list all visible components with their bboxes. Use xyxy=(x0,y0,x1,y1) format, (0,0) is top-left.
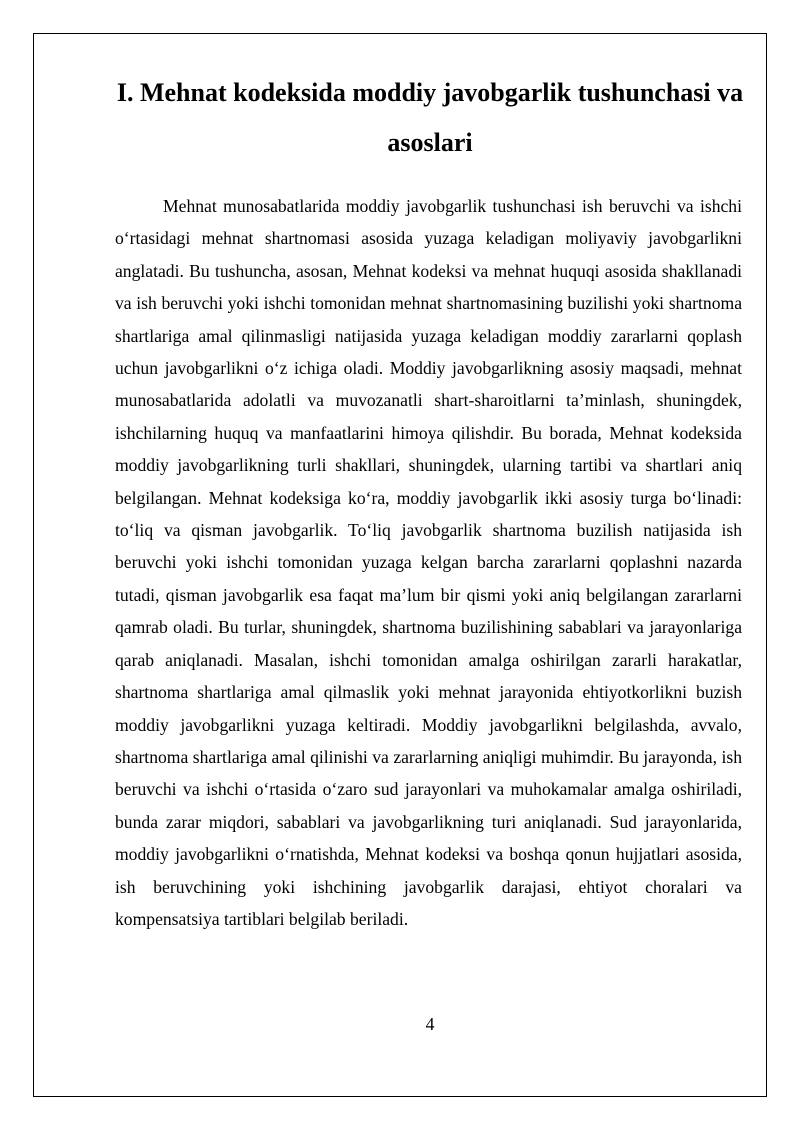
page-title: I. Mehnat kodeksida moddiy javobgarlik tushunchasi va asoslari xyxy=(116,78,744,157)
page-number: 4 xyxy=(425,1014,435,1034)
body-paragraph: Mehnat munosabatlarida moddiy javobgarlik tushunchasi ish beruvchi va ishchi o‘rtasidagi mehnat shartnomasi asosida yuzaga keladigan moliyaviy javobgarlikni anglatadi. Bu tushuncha, asosan, Mehnat kodeksi va mehnat huquqi asosida shakllanadi va ish beruvchi yoki ishchi tomonidan mehnat shartnomasining buzilishi yoki shartnoma shartlariga amal qilinmasligi natijasida yuzaga keladigan moddiy zararlarni qoplash uchun javobgarlikni o‘z ichiga oladi. Moddiy javobgarlikning asosiy maqsadi, mehnat munosabatlarida adolatli va muvozanatli shart-sharoitlarni ta’minlash, shuningdek, ishchilarning huquq va manfaatlarini himoya qilishdir. Bu borada, Mehnat kodeksida moddiy javobgarlikning turli shakllari, shuningdek, ularning tartibi va shartlari aniq belgilangan. Mehnat kodeksiga ko‘ra, moddiy javobgarlik ikki asosiy turga bo‘linadi: to‘liq va qisman javobgarlik. To‘liq javobgarlik shartnoma buzilish natijasida ish beruvchi yoki ishchi tomonidan yuzaga kelgan barcha zararlarni qoplashni nazarda tutadi, qisman javobgarlik esa faqat ma’lum bir qismi yoki aniq belgilangan zararlarni qamrab oladi. Bu turlar, shuningdek, shartnoma buzilishining sabablari va jarayonlariga qarab aniqlanadi. Masalan, ishchi tomonidan amalga oshirilgan zararli harakatlar, shartnoma shartlariga amal qilmaslik yoki mehnat jarayonida ehtiyotkorlikni buzish moddiy javobgarlikni yuzaga keltiradi. Moddiy javobgarlikni belgilashda, avvalo, shartnoma shartlariga amal qilinishi va zararlarning aniqligi muhimdir. Bu jarayonda, ish beruvchi va ishchi o‘rtasida o‘zaro sud jarayonlari va muhokamalar amalga oshiriladi, bunda zarar miqdori, sabablari va javobgarlikning turi aniqlanadi. Sud jarayonlarida, moddiy javobgarlikni o‘rnatishda, Mehnat kodeksi va boshqa qonun hujjatlari asosida, ish beruvchining yoki ishchining javobgarlik darajasi, ehtiyot choralari va kompensatsiya tartiblari belgilab beriladi. xyxy=(115,196,742,929)
